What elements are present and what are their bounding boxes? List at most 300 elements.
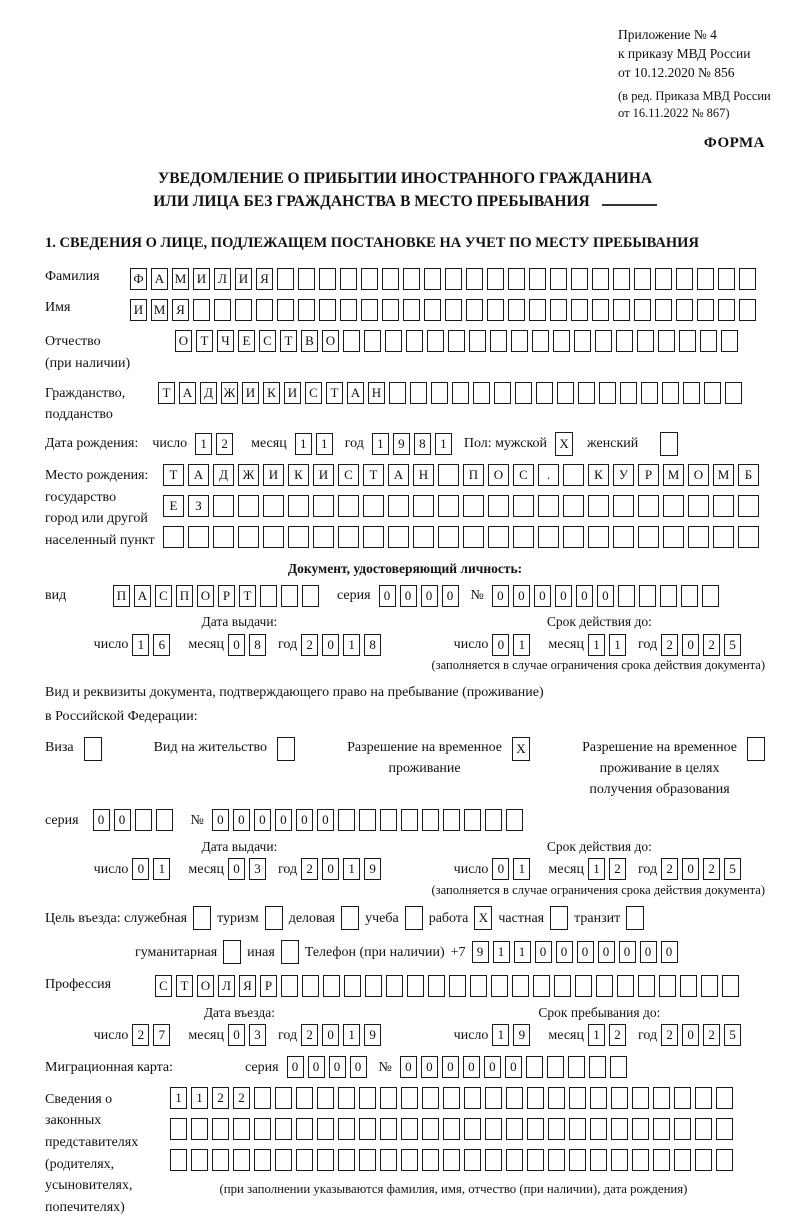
form-cell[interactable] — [487, 299, 504, 321]
form-cell[interactable]: Я — [239, 975, 256, 997]
form-cell[interactable] — [610, 1056, 627, 1078]
form-cell[interactable]: 0 — [400, 585, 417, 607]
form-cell[interactable] — [592, 299, 609, 321]
form-cell[interactable]: Р — [260, 975, 277, 997]
form-cell[interactable] — [592, 268, 609, 290]
form-cell[interactable] — [401, 1149, 418, 1171]
form-cell[interactable] — [413, 526, 434, 548]
form-cell[interactable] — [363, 495, 384, 517]
form-cell[interactable] — [655, 268, 672, 290]
form-cell[interactable]: 3 — [249, 1024, 266, 1046]
form-cell[interactable] — [599, 382, 616, 404]
form-cell[interactable] — [641, 382, 658, 404]
form-cell[interactable]: Т — [363, 464, 384, 486]
form-cell[interactable]: Т — [196, 330, 213, 352]
form-cell[interactable] — [438, 526, 459, 548]
form-cell[interactable] — [638, 495, 659, 517]
form-cell[interactable] — [466, 299, 483, 321]
form-cell[interactable] — [317, 1087, 334, 1109]
form-cell[interactable] — [275, 1118, 292, 1140]
form-cell[interactable]: 0 — [228, 634, 245, 656]
form-cell[interactable] — [359, 809, 376, 831]
form-cell[interactable] — [722, 975, 739, 997]
form-cell[interactable]: 1 — [153, 858, 170, 880]
form-cell[interactable] — [639, 585, 656, 607]
form-cell[interactable] — [388, 526, 409, 548]
form-cell[interactable] — [681, 585, 698, 607]
form-cell[interactable] — [281, 975, 298, 997]
form-cell[interactable]: О — [175, 330, 192, 352]
form-cell[interactable]: Я — [172, 299, 189, 321]
form-cell[interactable] — [277, 268, 294, 290]
form-cell[interactable] — [538, 526, 559, 548]
form-cell[interactable]: 8 — [364, 634, 381, 656]
form-cell[interactable] — [281, 585, 298, 607]
visa-checkbox[interactable] — [84, 737, 102, 763]
form-cell[interactable] — [632, 1118, 649, 1140]
form-cell[interactable]: 2 — [703, 858, 720, 880]
form-cell[interactable] — [212, 1149, 229, 1171]
form-cell[interactable] — [550, 299, 567, 321]
form-cell[interactable] — [265, 906, 283, 930]
form-cell[interactable] — [422, 1149, 439, 1171]
form-cell[interactable]: 1 — [492, 1024, 509, 1046]
form-cell[interactable]: 0 — [492, 585, 509, 607]
form-cell[interactable] — [443, 1149, 460, 1171]
form-cell[interactable] — [695, 1118, 712, 1140]
form-cell[interactable]: Т — [163, 464, 184, 486]
form-cell[interactable] — [487, 268, 504, 290]
form-cell[interactable]: Ч — [217, 330, 234, 352]
form-cell[interactable]: 1 — [195, 433, 212, 455]
form-cell[interactable] — [382, 268, 399, 290]
form-cell[interactable]: Б — [738, 464, 759, 486]
form-cell[interactable] — [536, 382, 553, 404]
residence-issue-day[interactable] — [132, 862, 174, 877]
form-cell[interactable] — [338, 809, 355, 831]
form-cell[interactable]: Д — [200, 382, 217, 404]
form-cell[interactable] — [538, 495, 559, 517]
form-cell[interactable]: 0 — [379, 585, 396, 607]
form-cell[interactable]: 0 — [597, 585, 614, 607]
form-cell[interactable] — [716, 1149, 733, 1171]
form-cell[interactable]: 2 — [301, 634, 318, 656]
form-cell[interactable] — [424, 268, 441, 290]
form-cell[interactable]: М — [151, 299, 168, 321]
form-cell[interactable] — [511, 330, 528, 352]
form-cell[interactable] — [277, 299, 294, 321]
form-cell[interactable]: А — [151, 268, 168, 290]
legal-reps-cells-row2[interactable] — [170, 1117, 737, 1143]
form-cell[interactable]: О — [322, 330, 339, 352]
form-cell[interactable] — [632, 1149, 649, 1171]
identity-expiry-year[interactable] — [661, 637, 745, 652]
form-cell[interactable] — [532, 330, 549, 352]
form-cell[interactable] — [135, 809, 152, 831]
form-cell[interactable]: 0 — [421, 585, 438, 607]
form-cell[interactable]: 0 — [442, 585, 459, 607]
form-cell[interactable]: 2 — [661, 1024, 678, 1046]
form-cell[interactable]: 0 — [287, 1056, 304, 1078]
purpose-private-checkbox[interactable] — [550, 906, 568, 932]
form-cell[interactable] — [595, 330, 612, 352]
form-cell[interactable] — [407, 975, 424, 997]
form-cell[interactable] — [512, 975, 529, 997]
form-cell[interactable]: П — [113, 585, 130, 607]
form-cell[interactable] — [575, 975, 592, 997]
form-cell[interactable] — [380, 1149, 397, 1171]
form-cell[interactable]: 1 — [588, 634, 605, 656]
form-cell[interactable] — [662, 382, 679, 404]
form-cell[interactable] — [401, 1087, 418, 1109]
form-cell[interactable] — [515, 382, 532, 404]
form-cell[interactable] — [238, 526, 259, 548]
form-cell[interactable] — [680, 975, 697, 997]
form-cell[interactable] — [302, 975, 319, 997]
form-cell[interactable] — [438, 495, 459, 517]
form-cell[interactable] — [747, 737, 765, 761]
form-cell[interactable] — [658, 330, 675, 352]
form-cell[interactable]: 1 — [343, 634, 360, 656]
form-cell[interactable]: С — [305, 382, 322, 404]
form-cell[interactable] — [233, 1149, 250, 1171]
form-cell[interactable]: М — [663, 464, 684, 486]
form-cell[interactable]: 9 — [472, 941, 489, 963]
form-cell[interactable] — [359, 1087, 376, 1109]
form-cell[interactable] — [338, 1149, 355, 1171]
form-cell[interactable]: С — [338, 464, 359, 486]
form-cell[interactable]: 2 — [233, 1087, 250, 1109]
form-cell[interactable]: 7 — [153, 1024, 170, 1046]
identity-expiry-month[interactable] — [588, 637, 630, 652]
form-cell[interactable] — [438, 464, 459, 486]
form-cell[interactable] — [620, 382, 637, 404]
form-cell[interactable] — [464, 1149, 481, 1171]
form-cell[interactable] — [613, 526, 634, 548]
form-cell[interactable]: 1 — [372, 433, 389, 455]
form-cell[interactable] — [403, 268, 420, 290]
form-cell[interactable]: И — [313, 464, 334, 486]
form-cell[interactable] — [443, 1118, 460, 1140]
form-cell[interactable] — [718, 268, 735, 290]
form-cell[interactable]: 8 — [249, 634, 266, 656]
form-cell[interactable]: 1 — [343, 858, 360, 880]
form-cell[interactable] — [422, 809, 439, 831]
form-cell[interactable] — [588, 526, 609, 548]
form-cell[interactable]: 2 — [661, 634, 678, 656]
form-cell[interactable] — [513, 495, 534, 517]
form-cell[interactable] — [422, 1118, 439, 1140]
form-cell[interactable] — [296, 1149, 313, 1171]
form-cell[interactable]: С — [513, 464, 534, 486]
form-cell[interactable] — [716, 1118, 733, 1140]
form-cell[interactable] — [613, 268, 630, 290]
form-cell[interactable] — [382, 299, 399, 321]
form-cell[interactable] — [388, 495, 409, 517]
form-cell[interactable] — [313, 526, 334, 548]
form-cell[interactable] — [590, 1118, 607, 1140]
form-cell[interactable]: 0 — [442, 1056, 459, 1078]
form-cell[interactable] — [638, 526, 659, 548]
form-cell[interactable] — [653, 1149, 670, 1171]
birth-year-cells[interactable] — [372, 431, 456, 457]
form-cell[interactable] — [634, 299, 651, 321]
form-cell[interactable] — [380, 809, 397, 831]
stay-day[interactable] — [492, 1028, 534, 1043]
form-cell[interactable] — [313, 495, 334, 517]
form-cell[interactable]: З — [188, 495, 209, 517]
sex-male-checkbox[interactable] — [555, 431, 573, 457]
form-cell[interactable]: 0 — [228, 1024, 245, 1046]
form-cell[interactable] — [553, 330, 570, 352]
stay-month[interactable] — [588, 1028, 630, 1043]
edu-permit-checkbox[interactable] — [747, 737, 765, 763]
form-cell[interactable] — [596, 975, 613, 997]
form-cell[interactable] — [718, 299, 735, 321]
form-cell[interactable] — [653, 1118, 670, 1140]
form-cell[interactable]: 1 — [191, 1087, 208, 1109]
form-cell[interactable]: 0 — [114, 809, 131, 831]
patronymic-cells[interactable] — [175, 328, 742, 354]
form-cell[interactable]: С — [155, 975, 172, 997]
form-cell[interactable]: 0 — [254, 809, 271, 831]
form-cell[interactable]: И — [242, 382, 259, 404]
form-cell[interactable]: 0 — [350, 1056, 367, 1078]
form-cell[interactable] — [674, 1087, 691, 1109]
form-cell[interactable]: П — [176, 585, 193, 607]
purpose-other-checkbox[interactable] — [281, 940, 299, 966]
form-cell[interactable] — [319, 268, 336, 290]
form-cell[interactable]: 0 — [463, 1056, 480, 1078]
form-cell[interactable] — [401, 1118, 418, 1140]
form-cell[interactable] — [508, 299, 525, 321]
identity-issue-month[interactable] — [228, 637, 270, 652]
form-cell[interactable]: 0 — [619, 941, 636, 963]
form-cell[interactable] — [695, 1149, 712, 1171]
form-cell[interactable] — [406, 330, 423, 352]
form-cell[interactable] — [563, 495, 584, 517]
form-cell[interactable] — [323, 975, 340, 997]
form-cell[interactable] — [700, 330, 717, 352]
form-cell[interactable]: Е — [163, 495, 184, 517]
form-cell[interactable]: Л — [218, 975, 235, 997]
form-cell[interactable]: И — [263, 464, 284, 486]
form-cell[interactable] — [571, 299, 588, 321]
form-cell[interactable] — [679, 330, 696, 352]
form-cell[interactable]: 0 — [322, 1024, 339, 1046]
form-cell[interactable]: А — [179, 382, 196, 404]
form-cell[interactable] — [463, 526, 484, 548]
form-cell[interactable]: И — [193, 268, 210, 290]
form-cell[interactable]: 9 — [364, 858, 381, 880]
form-cell[interactable] — [191, 1149, 208, 1171]
form-cell[interactable] — [702, 585, 719, 607]
form-cell[interactable] — [571, 268, 588, 290]
form-cell[interactable] — [233, 1118, 250, 1140]
form-cell[interactable]: 0 — [505, 1056, 522, 1078]
form-cell[interactable] — [739, 268, 756, 290]
form-cell[interactable] — [527, 1087, 544, 1109]
form-cell[interactable] — [445, 268, 462, 290]
form-cell[interactable] — [263, 526, 284, 548]
form-cell[interactable] — [163, 526, 184, 548]
form-cell[interactable] — [674, 1118, 691, 1140]
form-cell[interactable] — [427, 330, 444, 352]
form-cell[interactable]: А — [388, 464, 409, 486]
form-cell[interactable] — [634, 268, 651, 290]
form-cell[interactable] — [527, 1149, 544, 1171]
form-cell[interactable]: 0 — [212, 809, 229, 831]
form-cell[interactable] — [344, 975, 361, 997]
form-cell[interactable] — [674, 1149, 691, 1171]
form-cell[interactable] — [676, 299, 693, 321]
form-cell[interactable]: 0 — [577, 941, 594, 963]
birth-month-cells[interactable] — [295, 431, 337, 457]
form-cell[interactable] — [470, 975, 487, 997]
form-cell[interactable] — [589, 1056, 606, 1078]
residence-issue-month[interactable] — [228, 862, 270, 877]
form-cell[interactable]: Н — [413, 464, 434, 486]
form-cell[interactable]: 1 — [316, 433, 333, 455]
form-cell[interactable]: Ф — [130, 268, 147, 290]
form-cell[interactable]: 0 — [322, 634, 339, 656]
form-cell[interactable] — [490, 330, 507, 352]
form-cell[interactable] — [526, 1056, 543, 1078]
form-cell[interactable] — [341, 906, 359, 930]
form-cell[interactable]: 1 — [609, 634, 626, 656]
purpose-study-checkbox[interactable] — [405, 906, 423, 932]
form-cell[interactable]: 0 — [296, 809, 313, 831]
form-cell[interactable] — [663, 526, 684, 548]
form-cell[interactable] — [547, 1056, 564, 1078]
form-cell[interactable]: 1 — [170, 1087, 187, 1109]
form-cell[interactable]: Р — [638, 464, 659, 486]
form-cell[interactable] — [588, 495, 609, 517]
form-cell[interactable] — [466, 268, 483, 290]
form-cell[interactable]: 1 — [493, 941, 510, 963]
form-cell[interactable] — [697, 299, 714, 321]
form-cell[interactable]: 0 — [535, 941, 552, 963]
form-cell[interactable] — [613, 299, 630, 321]
form-cell[interactable]: 2 — [609, 1024, 626, 1046]
purpose-commercial-checkbox[interactable] — [341, 906, 359, 932]
form-cell[interactable]: 2 — [301, 858, 318, 880]
form-cell[interactable] — [403, 299, 420, 321]
form-cell[interactable]: К — [263, 382, 280, 404]
form-cell[interactable] — [212, 1118, 229, 1140]
form-cell[interactable] — [617, 975, 634, 997]
form-cell[interactable] — [701, 975, 718, 997]
form-cell[interactable]: 0 — [576, 585, 593, 607]
form-cell[interactable] — [361, 268, 378, 290]
form-cell[interactable]: Л — [214, 268, 231, 290]
form-cell[interactable] — [557, 382, 574, 404]
legal-reps-cells-row3[interactable] — [170, 1148, 737, 1174]
entry-month[interactable] — [228, 1028, 270, 1043]
form-cell[interactable] — [506, 809, 523, 831]
residence-expiry-month[interactable] — [588, 862, 630, 877]
form-cell[interactable] — [288, 495, 309, 517]
form-cell[interactable] — [590, 1087, 607, 1109]
form-cell[interactable]: Я — [256, 268, 273, 290]
stay-year[interactable] — [661, 1028, 745, 1043]
form-cell[interactable]: К — [588, 464, 609, 486]
form-cell[interactable]: 0 — [598, 941, 615, 963]
form-cell[interactable] — [380, 1087, 397, 1109]
form-cell[interactable] — [449, 975, 466, 997]
form-cell[interactable] — [443, 809, 460, 831]
form-cell[interactable] — [473, 382, 490, 404]
form-cell[interactable]: И — [235, 268, 252, 290]
purpose-transit-checkbox[interactable] — [626, 906, 644, 932]
purpose-business-checkbox[interactable] — [193, 906, 211, 932]
form-cell[interactable] — [254, 1118, 271, 1140]
name-cells[interactable] — [130, 297, 760, 323]
form-cell[interactable] — [340, 299, 357, 321]
temp-permit-checkbox[interactable] — [512, 737, 530, 763]
form-cell[interactable] — [359, 1118, 376, 1140]
form-cell[interactable] — [611, 1118, 628, 1140]
form-cell[interactable]: 0 — [513, 585, 530, 607]
form-cell[interactable] — [380, 1118, 397, 1140]
form-cell[interactable] — [452, 382, 469, 404]
citizenship-cells[interactable] — [158, 380, 746, 406]
form-cell[interactable]: 0 — [682, 634, 699, 656]
form-cell[interactable]: И — [284, 382, 301, 404]
form-cell[interactable]: Д — [213, 464, 234, 486]
form-cell[interactable]: 1 — [513, 858, 530, 880]
form-cell[interactable] — [317, 1118, 334, 1140]
form-cell[interactable] — [213, 495, 234, 517]
residence-number-cells[interactable] — [212, 808, 527, 834]
residence-issue-year[interactable] — [301, 862, 385, 877]
form-cell[interactable] — [653, 1087, 670, 1109]
form-cell[interactable] — [191, 1118, 208, 1140]
form-cell[interactable] — [488, 495, 509, 517]
form-cell[interactable] — [659, 975, 676, 997]
form-cell[interactable] — [697, 268, 714, 290]
form-cell[interactable]: 2 — [661, 858, 678, 880]
form-cell[interactable]: 1 — [295, 433, 312, 455]
residence-expiry-day[interactable] — [492, 862, 534, 877]
form-cell[interactable]: 0 — [534, 585, 551, 607]
birth-place-cells-row3[interactable] — [163, 524, 763, 550]
birth-place-cells-row2[interactable] — [163, 493, 763, 519]
form-cell[interactable] — [529, 268, 546, 290]
form-cell[interactable] — [616, 330, 633, 352]
form-cell[interactable] — [193, 906, 211, 930]
form-cell[interactable]: 5 — [724, 1024, 741, 1046]
form-cell[interactable] — [485, 1118, 502, 1140]
migration-number-cells[interactable] — [400, 1055, 631, 1081]
form-cell[interactable] — [611, 1149, 628, 1171]
form-cell[interactable] — [260, 585, 277, 607]
form-cell[interactable] — [296, 1118, 313, 1140]
form-cell[interactable]: А — [134, 585, 151, 607]
form-cell[interactable]: 0 — [682, 1024, 699, 1046]
form-cell[interactable] — [563, 464, 584, 486]
form-cell[interactable] — [235, 299, 252, 321]
form-cell[interactable] — [365, 975, 382, 997]
form-cell[interactable]: 0 — [640, 941, 657, 963]
form-cell[interactable]: 1 — [343, 1024, 360, 1046]
form-cell[interactable]: X — [512, 737, 530, 761]
form-cell[interactable] — [676, 268, 693, 290]
form-cell[interactable] — [188, 526, 209, 548]
form-cell[interactable] — [338, 526, 359, 548]
form-cell[interactable]: А — [347, 382, 364, 404]
form-cell[interactable]: 0 — [317, 809, 334, 831]
